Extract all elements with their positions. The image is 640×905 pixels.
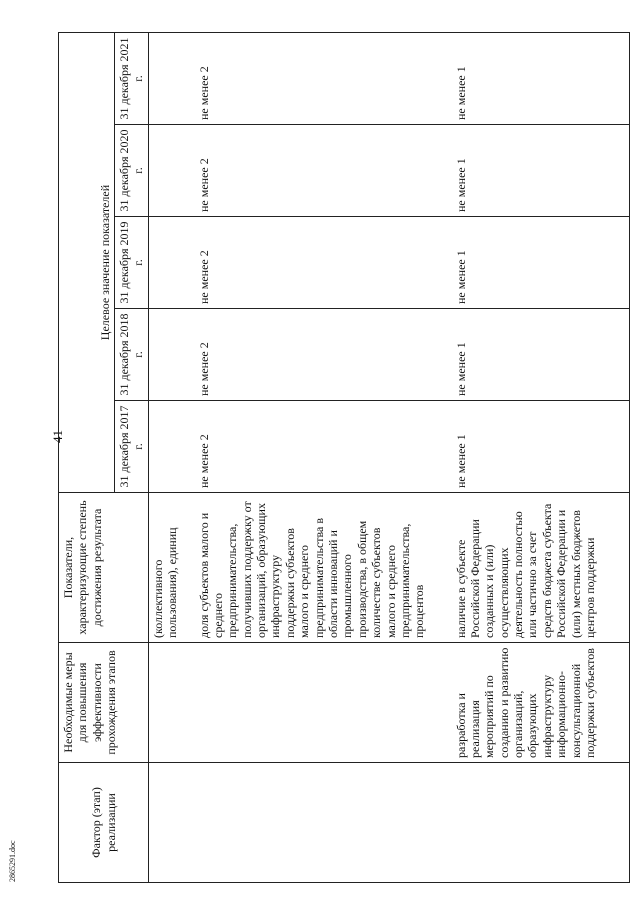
cell-value-2017: не менее 2 — [195, 401, 452, 493]
header-date-2019: 31 декабря 2019 г. — [115, 217, 149, 309]
cell-value-2020: не менее 1 — [452, 125, 630, 217]
header-indicators: Показатели, характеризующие степень достижения результата — [59, 493, 149, 643]
cell-indicator: наличие в субъекте Российской Федерации созданных и (или) осуществляющих деятельность полностью или частично за счет средств бюджета субъекта Российской Федерации и (или) местных бюджетов центров поддержки — [452, 493, 630, 643]
cell-measure — [195, 643, 452, 763]
table-row — [452, 33, 630, 883]
table-row — [149, 33, 195, 883]
header-date-2018: 31 декабря 2018 г. — [115, 309, 149, 401]
header-measures: Необходимые меры для повышения эффективности прохождения этапов — [59, 643, 149, 763]
cell-factor — [149, 763, 195, 883]
header-date-2017: 31 декабря 2017 г. — [115, 401, 149, 493]
cell-factor — [195, 763, 452, 883]
cell-measure: разработка и реализация мероприятий по созданию и развитию организаций, образующих инфраструктуру информационно-консультационной поддержки субъектов — [452, 643, 630, 763]
header-date-2021: 31 декабря 2021 г. — [115, 33, 149, 125]
page-number: 41 — [50, 430, 65, 443]
cell-value-2017: не менее 1 — [452, 401, 630, 493]
header-target-values: Целевое значение показателей — [59, 33, 115, 493]
header-factor: Фактор (этап) реализации — [59, 763, 149, 883]
indicator-table — [58, 32, 630, 883]
cell-value-2020: не менее 2 — [195, 125, 452, 217]
cell-factor — [452, 763, 630, 883]
table-row — [195, 33, 452, 883]
cell-value-2021: не менее 2 — [195, 33, 452, 125]
cell-value-2018: не менее 1 — [452, 309, 630, 401]
cell-indicator: (коллективного пользования), единиц — [149, 493, 195, 643]
cell-indicator: доля субъектов малого и среднего предпринимательства, получивших поддержку от организаций, образующих инфраструктуру поддержки субъектов малого и среднего предпринимательства в области инноваций и промышленного производства, в общем количестве субъектов малого и среднего предпринимательства, процентов — [195, 493, 452, 643]
cell-value-2019 — [149, 217, 195, 309]
cell-value-2017 — [149, 401, 195, 493]
footer-code: 2865291.doc — [8, 840, 17, 882]
cell-value-2021 — [149, 33, 195, 125]
cell-value-2018: не менее 2 — [195, 309, 452, 401]
cell-value-2018 — [149, 309, 195, 401]
cell-value-2020 — [149, 125, 195, 217]
cell-value-2021: не менее 1 — [452, 33, 630, 125]
cell-measure — [149, 643, 195, 763]
header-date-2020: 31 декабря 2020 г. — [115, 125, 149, 217]
cell-value-2019: не менее 2 — [195, 217, 452, 309]
rotated-page — [58, 33, 630, 883]
cell-value-2019: не менее 1 — [452, 217, 630, 309]
